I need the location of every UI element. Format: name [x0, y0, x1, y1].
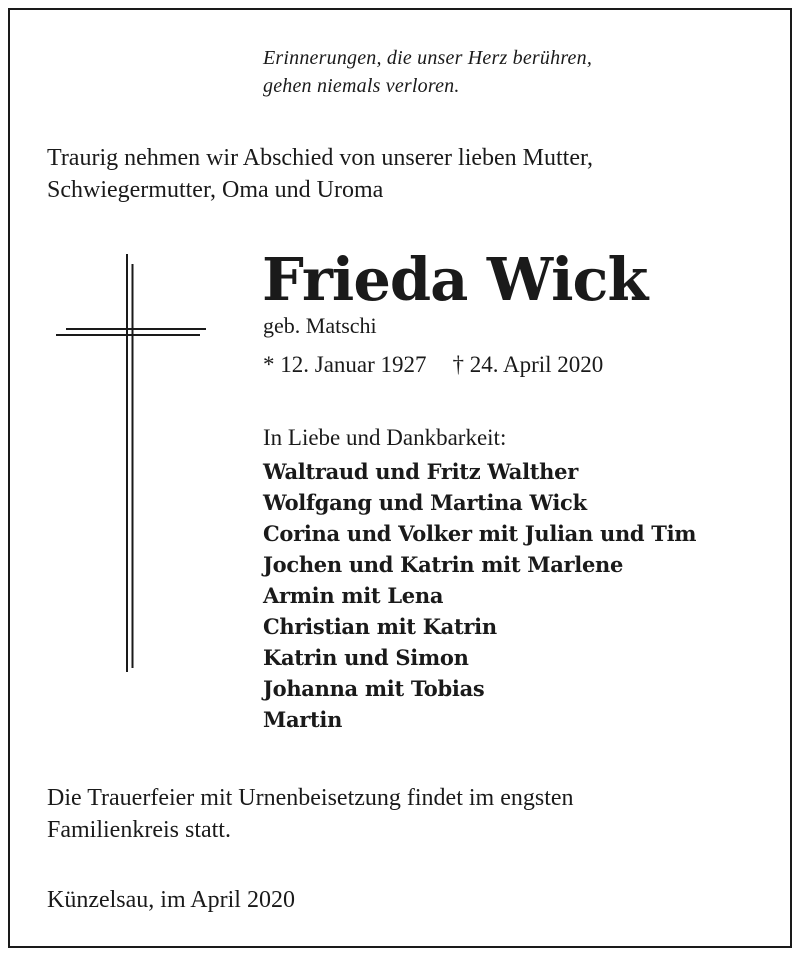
- place-and-date: Künzelsau, im April 2020: [47, 887, 295, 913]
- list-item: Johanna mit Tobias: [263, 676, 485, 701]
- ceremony-line: Die Trauerfeier mit Urnenbeisetzung findet im engsten: [47, 785, 574, 811]
- birth-date: * 12. Januar 1927: [263, 352, 427, 377]
- deceased-name: Frieda Wick: [262, 245, 648, 314]
- maiden-name: geb. Matschi: [263, 313, 377, 338]
- announcement-text: [47, 142, 593, 206]
- mourners-heading: In Liebe und Dankbarkeit:: [263, 425, 507, 450]
- death-date: † 24. April 2020: [452, 352, 604, 377]
- quote-line: gehen niemals verloren.: [263, 75, 460, 97]
- quote-line: Erinnerungen, die unser Herz berühren,: [263, 47, 593, 69]
- list-item: Armin mit Lena: [263, 583, 444, 608]
- announcement-line: Traurig nehmen wir Abschied von unserer lieben Mutter,: [47, 145, 594, 171]
- obituary-notice: [8, 8, 792, 948]
- cross-icon: [52, 252, 212, 682]
- list-item: Martin: [263, 707, 343, 732]
- list-item: Jochen und Katrin mit Marlene: [263, 552, 624, 577]
- ceremony-info: [47, 782, 574, 846]
- list-item: Waltraud und Fritz Walther: [263, 459, 578, 484]
- list-item: Corina und Volker mit Julian und Tim: [263, 521, 697, 546]
- mourners-list: [263, 456, 696, 735]
- memorial-quote: [263, 44, 592, 100]
- list-item: Katrin und Simon: [263, 645, 469, 670]
- life-dates: [263, 349, 603, 381]
- list-item: Wolfgang und Martina Wick: [263, 490, 587, 515]
- ceremony-line: Familienkreis statt.: [47, 817, 231, 843]
- list-item: Christian mit Katrin: [263, 614, 497, 639]
- announcement-line: Schwiegermutter, Oma und Uroma: [47, 177, 384, 203]
